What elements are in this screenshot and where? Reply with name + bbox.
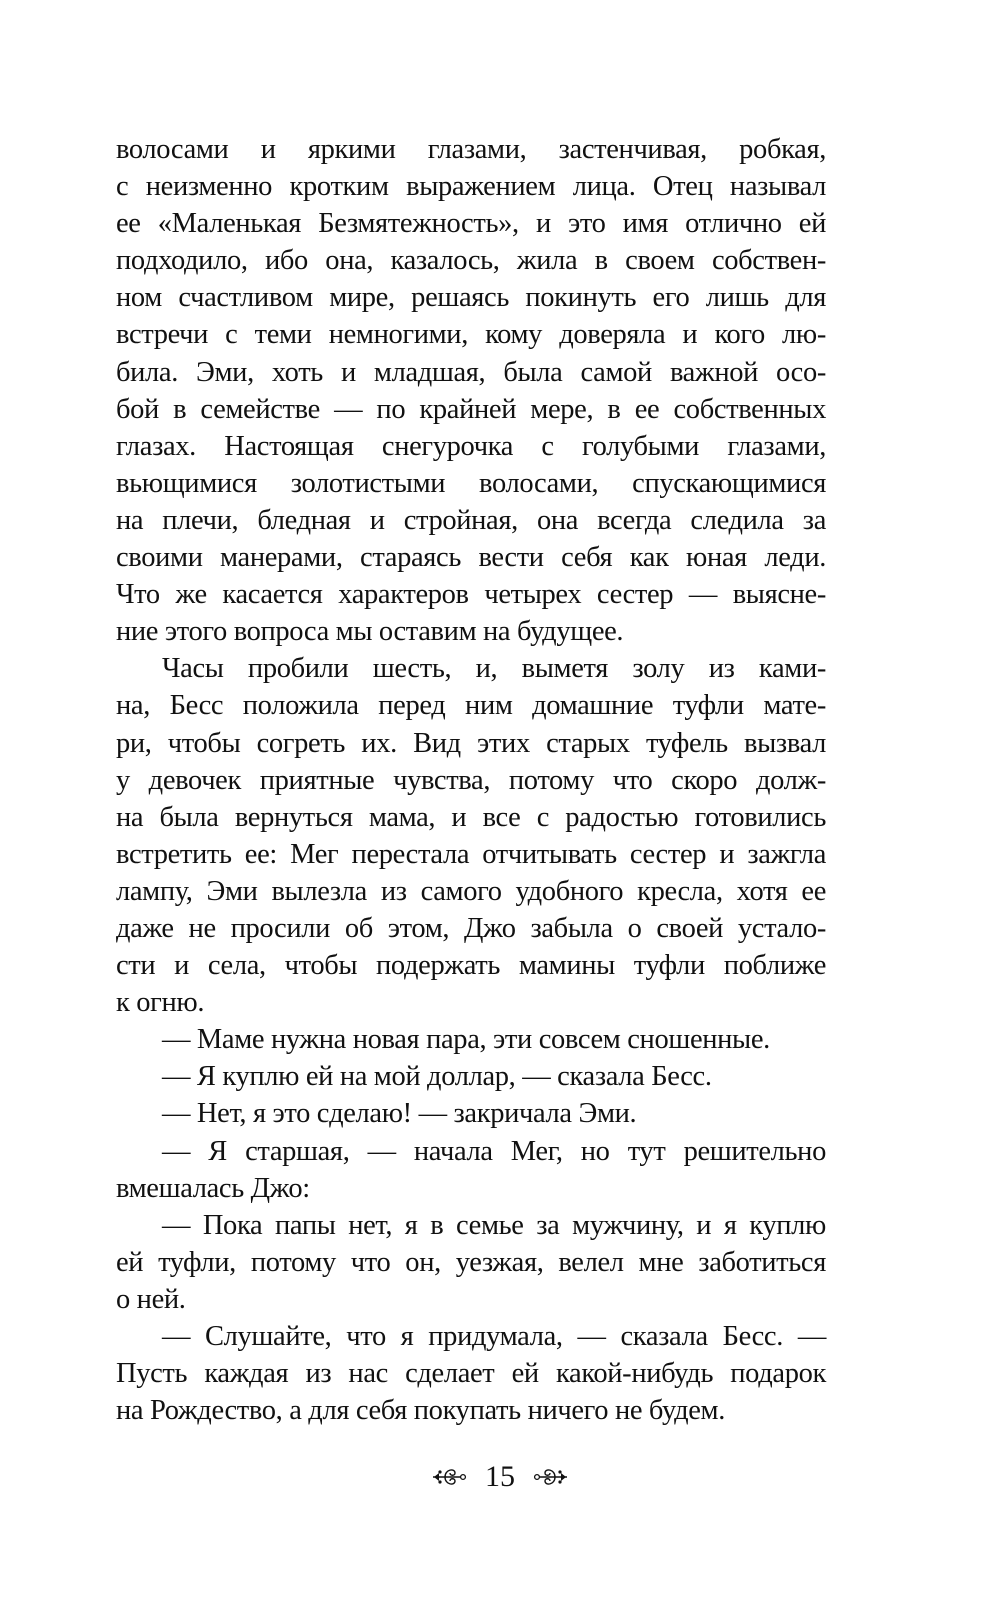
paragraph	[116, 131, 826, 650]
text-line: ее «Маленькая Безмятежность», и это имя отлично ей	[116, 208, 826, 240]
text-line: глазах. Настоящая снегурочка с голубыми глазами,	[116, 430, 826, 462]
text-line: бой в семействе — по крайней мере, в ее собственных	[116, 393, 826, 425]
paragraph	[116, 1095, 826, 1132]
page-number: 15	[485, 1460, 515, 1493]
text-line: на была вернуться мама, и все с радостью готовились	[116, 801, 826, 833]
text-line: лампу, Эми вылезла из самого удобного кресла, хотя ее	[116, 875, 826, 907]
text-line: ей туфли, потому что он, уезжая, велел мне заботиться	[116, 1246, 826, 1278]
text-line: ние этого вопроса мы оставим на будущее.	[116, 616, 624, 648]
text-line: вмешалась Джо:	[116, 1172, 310, 1204]
paragraph	[116, 1133, 826, 1207]
text-line: била. Эми, хоть и младшая, была самой важной осо-	[116, 356, 826, 388]
text-line: вьющимися золотистыми волосами, спускающимися	[116, 467, 826, 499]
text-line: о ней.	[116, 1283, 186, 1315]
text-line: даже не просили об этом, Джо забыла о своей устало-	[116, 912, 826, 944]
text-line: — Слушайте, что я придумала, — сказала Бесс. —	[162, 1321, 826, 1352]
page-footer	[0, 1460, 1000, 1494]
text-line: Часы пробили шесть, и, выметя золу из ками-	[162, 653, 826, 685]
text-line: на, Бесс положила перед ним домашние туфли мате-	[116, 690, 826, 722]
text-line: сти и села, чтобы подержать мамины туфли поближе	[116, 950, 826, 982]
body-text	[116, 131, 826, 1429]
text-line: с неизменно кротким выражением лица. Отец называл	[116, 171, 826, 203]
text-line: — Я куплю ей на мой доллар, — сказала Бесс.	[162, 1061, 712, 1093]
text-line: Пусть каждая из нас сделает ей какой-нибудь подарок	[116, 1358, 826, 1390]
text-line: к огню.	[116, 987, 205, 1019]
fleuron-right-icon	[533, 1464, 569, 1490]
text-line: на плечи, бледная и стройная, она всегда следила за	[116, 504, 826, 536]
text-line: ном счастливом мире, решаясь покинуть его лишь для	[116, 282, 826, 314]
text-line: волосами и яркими глазами, застенчивая, робкая,	[116, 134, 826, 165]
text-line: подходило, ибо она, казалось, жила в своем собствен-	[116, 245, 826, 277]
text-line: своими манерами, стараясь вести себя как юная леди.	[116, 542, 826, 574]
text-line: — Нет, я это сделаю! — закричала Эми.	[162, 1098, 637, 1130]
paragraph	[116, 1021, 826, 1058]
text-line: — Маме нужна новая пара, эти совсем сношенные.	[162, 1024, 770, 1056]
text-line: на Рождество, а для себя покупать ничего не будем.	[116, 1395, 726, 1427]
paragraph	[116, 650, 826, 1021]
text-line: у девочек приятные чувства, потому что скоро долж-	[116, 764, 826, 796]
fleuron-left-icon	[431, 1464, 467, 1490]
paragraph	[116, 1318, 826, 1429]
text-line: — Пока папы нет, я в семье за мужчину, и я куплю	[162, 1209, 826, 1241]
text-line: ри, чтобы согреть их. Вид этих старых туфель вызвал	[116, 727, 826, 759]
text-line: — Я старшая, — начала Мег, но тут решительно	[162, 1135, 826, 1167]
paragraph	[116, 1058, 826, 1095]
text-line: встречи с теми немногими, кому доверяла и кого лю-	[116, 319, 826, 351]
paragraph	[116, 1207, 826, 1318]
text-line: Что же касается характеров четырех сестер — выясне-	[116, 579, 826, 611]
text-line: встретить ее: Мег перестала отчитывать сестер и зажгла	[116, 838, 826, 870]
